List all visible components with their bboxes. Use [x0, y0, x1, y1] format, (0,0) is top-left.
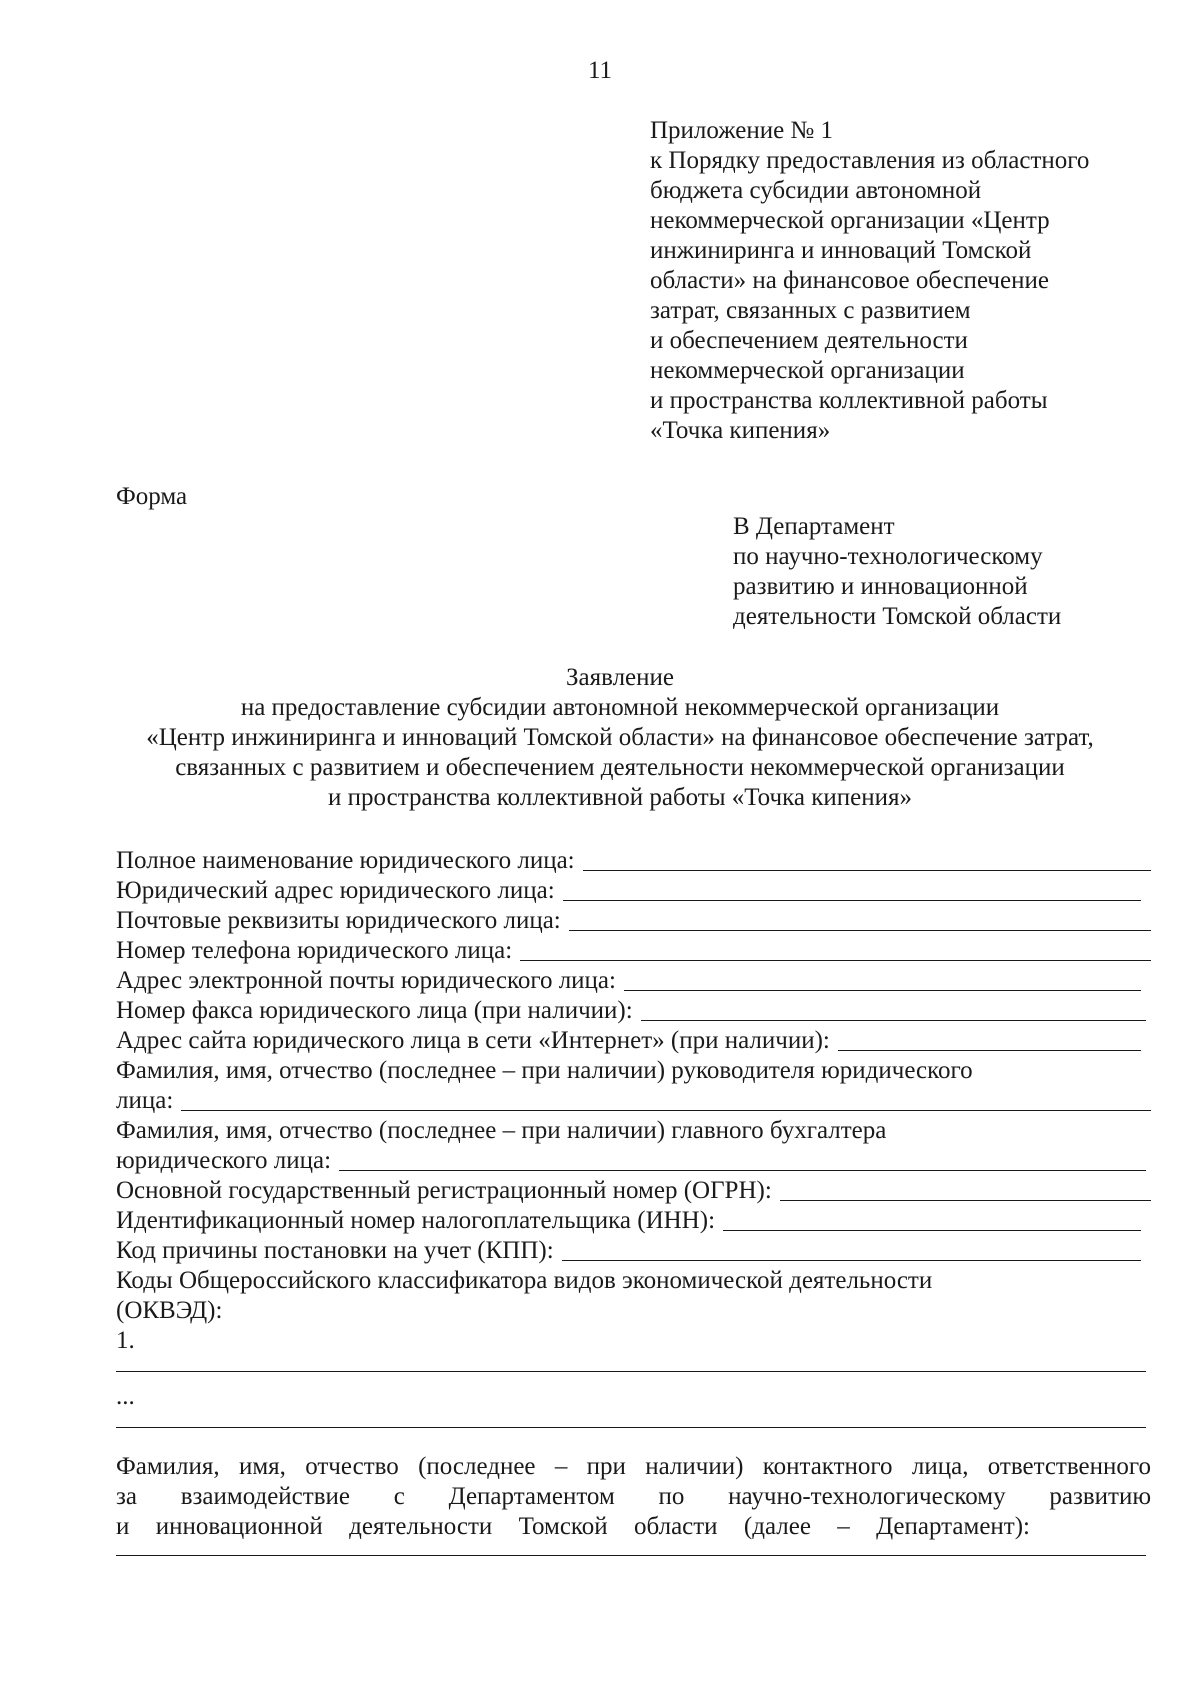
- appendix-line: инжиниринга и инноваций Томской: [650, 237, 1032, 264]
- contact-label-line: Фамилия, имя, отчество (последнее – при наличии) контактного лица, ответственного: [116, 1453, 1151, 1480]
- field-label: Номер телефона юридического лица:: [116, 937, 513, 964]
- application-title: [100, 663, 1140, 813]
- field-website: [116, 1026, 1141, 1056]
- field-label: Почтовые реквизиты юридического лица:: [116, 907, 561, 934]
- field-full-name: [116, 846, 1151, 876]
- form-label: Форма: [116, 483, 188, 510]
- appendix-line: к Порядку предоставления из областного: [650, 147, 1090, 174]
- field-ogrn: [116, 1176, 1151, 1206]
- field-label: лица:: [116, 1087, 174, 1114]
- field-phone: [116, 936, 1151, 966]
- field-accountant: [116, 1146, 1146, 1176]
- phone-input-line[interactable]: [520, 959, 1151, 961]
- title-line: связанных с развитием и обеспечением деятельности некоммерческой организации: [175, 754, 1065, 781]
- contact-person-field: [116, 1452, 1151, 1556]
- contact-input-line[interactable]: [116, 1554, 1146, 1556]
- title-heading: Заявление: [565, 664, 675, 691]
- appendix-line: Приложение № 1: [650, 117, 834, 144]
- fax-input-line[interactable]: [641, 1019, 1146, 1021]
- field-head-label: Фамилия, имя, отчество (последнее – при наличии) руководителя юридического: [116, 1057, 973, 1084]
- email-input-line[interactable]: [624, 989, 1141, 991]
- field-kpp: [116, 1236, 1141, 1266]
- field-label: Адрес сайта юридического лица в сети «Интернет» (при наличии):: [116, 1027, 830, 1054]
- addressee-block: [733, 512, 1153, 632]
- field-label: Полное наименование юридического лица:: [116, 847, 575, 874]
- appendix-line: бюджета субсидии автономной: [650, 177, 982, 204]
- field-postal-details: [116, 906, 1151, 936]
- contact-label-line: и инновационной деятельности Томской области (далее – Департамент):: [116, 1513, 1030, 1540]
- appendix-line: «Точка кипения»: [650, 417, 831, 444]
- accountant-name-input-line[interactable]: [339, 1169, 1146, 1171]
- title-line: на предоставление субсидии автономной некоммерческой организации: [240, 694, 1000, 721]
- field-fax: [116, 996, 1146, 1026]
- addressee-line: В Департамент: [733, 513, 895, 540]
- field-label: юридического лица:: [116, 1147, 332, 1174]
- appendix-line: некоммерческой организации: [650, 357, 965, 384]
- addressee-line: развитию и инновационной: [733, 573, 1028, 600]
- kpp-input-line[interactable]: [562, 1259, 1141, 1261]
- appendix-line: затрат, связанных с развитием: [650, 297, 971, 324]
- full-name-input-line[interactable]: [583, 869, 1151, 871]
- ogrn-input-line[interactable]: [780, 1199, 1151, 1201]
- contact-label-line: за взаимодействие с Департаментом по научно-технологическому развитию: [116, 1483, 1151, 1510]
- field-email: [116, 966, 1141, 996]
- okved-more-input-line[interactable]: [116, 1426, 1146, 1428]
- appendix-header: [650, 116, 1150, 446]
- appendix-line: и обеспечением деятельности: [650, 327, 968, 354]
- field-label: Основной государственный регистрационный номер (ОГРН):: [116, 1177, 772, 1204]
- appendix-line: некоммерческой организации «Центр: [650, 207, 1050, 234]
- addressee-line: деятельности Томской области: [733, 603, 1062, 630]
- okved-item-input-line[interactable]: [116, 1370, 1146, 1372]
- okved-more-marker: ...: [116, 1383, 135, 1410]
- field-label: Номер факса юридического лица (при наличии):: [116, 997, 633, 1024]
- title-line: и пространства коллективной работы «Точка кипения»: [328, 784, 912, 811]
- postal-details-input-line[interactable]: [569, 929, 1151, 931]
- field-label: Код причины постановки на учет (КПП):: [116, 1237, 554, 1264]
- field-okved-label: Коды Общероссийского классификатора видов экономической деятельности: [116, 1267, 933, 1294]
- field-okved-label-cont: (ОКВЭД):: [116, 1297, 223, 1324]
- applicant-fields: [116, 846, 1151, 1428]
- okved-item-number: 1.: [116, 1327, 135, 1354]
- field-head: [116, 1086, 1151, 1116]
- field-label: Идентификационный номер налогоплательщика (ИНН):: [116, 1207, 716, 1234]
- field-legal-address: [116, 876, 1141, 906]
- inn-input-line[interactable]: [723, 1229, 1141, 1231]
- head-name-input-line[interactable]: [181, 1109, 1151, 1111]
- page-number: 11: [587, 57, 613, 84]
- field-accountant-label: Фамилия, имя, отчество (последнее – при наличии) главного бухгалтера: [116, 1117, 887, 1144]
- field-inn: [116, 1206, 1141, 1236]
- title-line: «Центр инжиниринга и инноваций Томской области» на финансовое обеспечение затрат,: [146, 724, 1094, 751]
- field-label: Юридический адрес юридического лица:: [116, 877, 555, 904]
- appendix-line: и пространства коллективной работы: [650, 387, 1048, 414]
- appendix-line: области» на финансовое обеспечение: [650, 267, 1049, 294]
- website-input-line[interactable]: [838, 1049, 1141, 1051]
- addressee-line: по научно-технологическому: [733, 543, 1043, 570]
- legal-address-input-line[interactable]: [563, 899, 1141, 901]
- field-label: Адрес электронной почты юридического лица:: [116, 967, 616, 994]
